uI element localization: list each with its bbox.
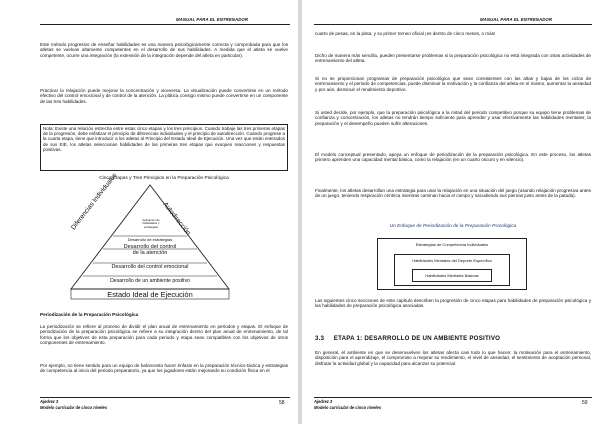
subheading: Periodización de la Preparación Psicológica (40, 312, 139, 317)
paragraph: Por ejemplo, no tiene sentido para un equipo de baloncesto hacer énfasis en la preparación técnico-táctica y estrategias de competencia al inicio del periodo preparatorio, ya que los jugadores están mejorando su condición física en el (40, 363, 288, 374)
note-box: Nota: Existe una relación estrecha entre estas cinco etapas y los tres principios. Cuando trabaje las tres primeras etapas de la progresión, debe enfatizar el principio de diferencias individuales y el principio de autodirección. Cuando progrese a la cuarta etapa, tiene que introducir a los atletas al Principio del Estado Ideal de Ejecución. Una vez que están enterados de sus EIE, los atletas seleccionan habilidades de las primeras tres etapas que evoquen reacciones y respuestas positivas. (40, 124, 288, 171)
level-environment: Desarrollo de un ambiente positivo (110, 278, 190, 284)
running-header: MANUAL PARA EL ENTRENADOR (176, 17, 249, 22)
paragraph: Dicho de manera más sencilla, pueden presentarse problemas si la preparación psicológica no está integrada con otras actividades de entrenamiento del atleta. (315, 53, 591, 64)
footer (40, 399, 107, 410)
apex-note-line: habilidades y (142, 221, 160, 226)
paragraph: Practicar la relajación puede mejorar la concentración y viceversa. La visualización puede convertirse en un método efectivo del control emocional y de control de la atención. La plática consigo mismo puede convertirse en un componente de las tres habilidades. (40, 88, 288, 104)
side-label-left: Diferencias Individuales (70, 172, 119, 232)
paragraph: Este método progresivo de enseñar habilidades es una manera psicológicamente correcta y comprobada para que los atletas se vuelvan altamente competentes en el desarrollo de sus habilidades. A medida que el atleta se vuelve competente, ocurre una integración (la extensión de la integración depende del atleta en particular). (40, 42, 288, 58)
level-emotional: Desarrollo del control emocional (111, 264, 189, 270)
footer-rule (314, 397, 592, 398)
header-rule (40, 24, 290, 25)
box-inner-label: Habilidades Mentales Básicas (425, 273, 479, 278)
box-middle-label: Habilidades Mentales del Deporte Específico (412, 258, 492, 263)
footer-line: Ajedrez 3 (314, 399, 333, 404)
apex-note (133, 219, 169, 229)
paragraph: La periodización se refiere al proceso de dividir el plan anual de entrenamiento en periodos y etapas. El enfoque de periodización de la preparación psicológica se refiere a su integración dentro del plan anual de entrenamiento, de tal forma que los objetivos de esta preparación para cada periodo y etapa sean compatibles con los objetivos de otros componentes de entrenamiento. (40, 324, 288, 346)
box-inner (412, 269, 492, 282)
footer-line: Ajedrez 3 (40, 399, 59, 404)
figure-caption: Un Enfoque de Periodización de la Preparación Psicológica (389, 224, 517, 229)
level-attention-line: de la atención (132, 250, 168, 256)
footer (314, 399, 381, 410)
footer-line: Modelo curricular de cinco niveles (40, 404, 108, 410)
paragraph: El modelo conceptual presentado, apoya un enfoque de periodización de la preparación psicológica. En este proceso, los atletas primero aprenden una capacidad mental básica, como la relajación (en un cuarto oscuro y en silencio). (315, 152, 591, 163)
page-number: 58 (279, 400, 285, 406)
page-left (0, 0, 298, 424)
level-strategy: Desarrollo de estrategias (127, 237, 173, 242)
level-attention (65, 244, 235, 256)
box-outer-label: Estrategias de Competencia Individuales (415, 242, 489, 247)
paragraph: En general, el ambiente en que se desenvuelven los atletas afecta casi todo lo que hacen: la motivación para el entrenamiento, disposición para el aprendizaje, el compromiso a mejorar su rendimiento, el nivel de ansiedad, el sentimiento de aceptación personal, disfrutar la actividad global y la capacidad para alcanzar su potencial. (315, 350, 591, 366)
running-header: MANUAL PARA EL ENTRENADOR (480, 17, 553, 22)
section-title: 3.3 ETAPA 1: DESARROLLO DE UN AMBIENTE POSITIVO (315, 335, 501, 342)
apex-note-line: estrategias (143, 224, 159, 229)
paragraph: Si usted decide, por ejemplo, que la preparación psicológica a la mitad del periodo competitivo porque su equipo tiene problemas de confianza y concentración, los atletas no tendrán tiempo suficiente para aprender y usar efectivamente las habilidades mentales; la preparación y el desempeño pueden sufrir alteraciones. (315, 110, 591, 126)
page-right (302, 0, 600, 424)
paragraph: Finalmente, los atletas desarrollan una estrategia para usar la relajación en una situación del juego (usando relajación progresiva antes de un juego, teniendo respiración céntrica mientras caminan hacia el campo y sacudiendo sus piernas justo antes de la patada). (315, 188, 591, 199)
level-base: Estado Ideal de Ejecución (107, 290, 193, 299)
paragraph: Las siguientes cinco secciones de este capítulo describen la progresión de cinco etapas para habilidades de preparación psicológica y las habilidades de preparación psicológica asociadas. (315, 298, 591, 309)
paragraph: cuarto de pesas, en la pista, y su primer torneo oficial ¡es dentro de cinco meses, o más! (315, 31, 496, 36)
paragraph: Si no se proporcionan programas de preparación psicológica que sean consistentes con las altas y bajas de los ciclos de entrenamiento y el periodo de competencias, puede disminuir la motivación y la confianza del atleta en sí mismo, aumentar la ansiedad y por aún, disminuir el rendimiento deportivo. (315, 76, 591, 92)
footer-rule (40, 397, 290, 398)
side-label-right: Autodirección (161, 201, 192, 237)
footer-line: Modelo curricular de cinco niveles (314, 404, 382, 410)
page-number: 59 (582, 400, 588, 406)
header-rule (314, 24, 592, 25)
level-attention-line: Desarrollo del control (123, 244, 177, 250)
apex-note-line: Aplicación de (142, 218, 160, 222)
figure-caption: Cinco Etapas y Tres Principios en la Preparación Psicológica (99, 176, 229, 181)
